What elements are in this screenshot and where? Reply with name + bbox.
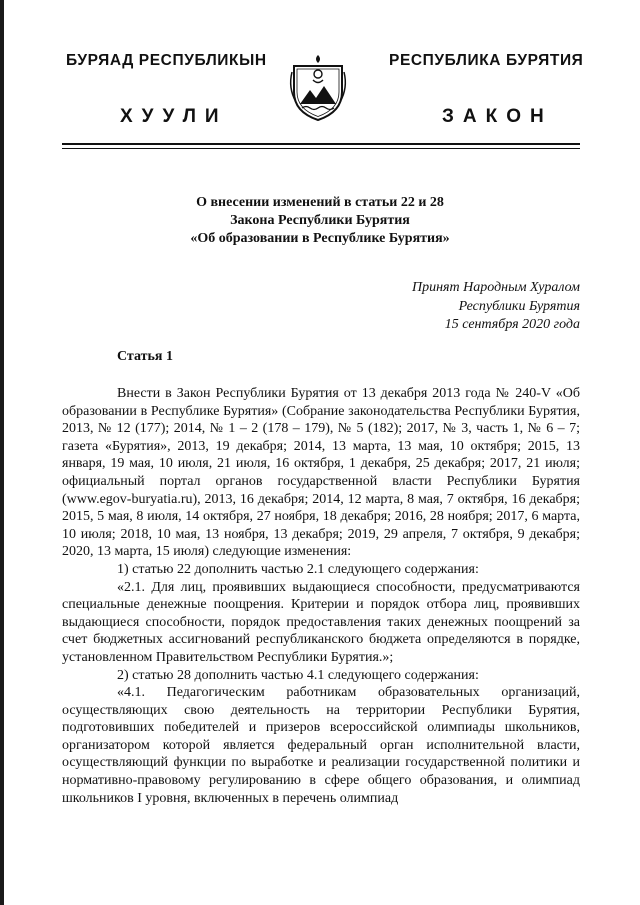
adoption-line-1: Принят Народным Хуралом [411, 280, 580, 295]
paragraph-item-2: 2) статью 28 дополнить частью 4.1 следующего содержания: [117, 667, 479, 683]
law-title-line-3: «Об образовании в Республике Бурятия» [190, 231, 450, 246]
paragraph-quote-1: «2.1. Для лиц, проявивших выдающиеся способности, предусматриваются специальные денежные поощрения. Критерии и порядок отбора лиц, проявивших выдающиеся способности, порядок предоставления таких денежных поощрений за счет бюджетных ассигнований республиканского бюджета определяются в порядке, установленном Правительством Республики Бурятия.»; [62, 579, 580, 665]
header-rule-thick [62, 143, 580, 145]
adoption-date: 15 сентября 2020 года [444, 317, 580, 332]
law-title-line-2: Закона Республики Бурятия [230, 213, 410, 228]
header-right-top: РЕСПУБЛИКА БУРЯТИЯ [389, 52, 584, 69]
article-heading: Статья 1 [117, 349, 173, 364]
header-right-law: ЗАКОН [442, 106, 553, 127]
law-title-line-1: О внесении изменений в статьи 22 и 28 [196, 195, 444, 210]
coat-of-arms-icon [282, 52, 354, 124]
article-body [62, 385, 580, 807]
paragraph-intro: Внести в Закон Республики Бурятия от 13 декабря 2013 года № 240-V «Об образовании в Республике Бурятия» (Собрание законодательства Республики Бурятия, 2013, № 12 (177); 2014, № 1 – 2 (178 – 179), № 5 (182); 2017, № 3, часть 1, № 6 – 7; газета «Бурятия», 2013, 19 декабря; 2014, 13 марта, 13 мая, 10 октября; 2015, 13 января, 19 мая, 10 июля, 21 июля, 16 октября, 1 декабря, 25 декабря; 2017, 21 июля; официальный портал органов государственной власти Республики Бурятия (www.egov-buryatia.ru), 2013, 16 декабря; 2014, 12 марта, 8 мая, 7 октября, 16 декабря; 2015, 5 мая, 8 июля, 14 октября, 27 ноября, 18 декабря; 2016, 28 ноября; 2017, 6 марта, 10 июля; 2018, 10 мая, 13 ноября, 13 декабря; 2019, 29 апреля, 7 октября, 9 декабря; 2020, 13 марта, 15 июля) следующие изменения: [62, 386, 580, 560]
header-left-law: ХУУЛИ [120, 106, 228, 127]
scan-edge [0, 0, 4, 905]
header-left-top: БУРЯАД РЕСПУБЛИКЫН [66, 52, 267, 69]
adoption-line-2: Республики Бурятия [458, 298, 580, 314]
header-rule-thin [62, 148, 580, 149]
paragraph-item-1: 1) статью 22 дополнить частью 2.1 следующего содержания: [117, 561, 479, 577]
paragraph-quote-2: «4.1. Педагогическим работникам образовательных организаций, осуществляющих свою деятельность на территории Республики Бурятия, подготовивших победителей и призеров всероссийской олимпиады школьников, организатором которой является федеральный орган исполнительной власти, осуществляющий функции по выработке и реализации государственной политики и нормативно-правовому регулированию в сфере общего образования, и олимпиад школьников I уровня, включенных в перечень олимпиад [62, 685, 580, 806]
law-title [60, 194, 580, 248]
adoption-note [330, 279, 580, 335]
